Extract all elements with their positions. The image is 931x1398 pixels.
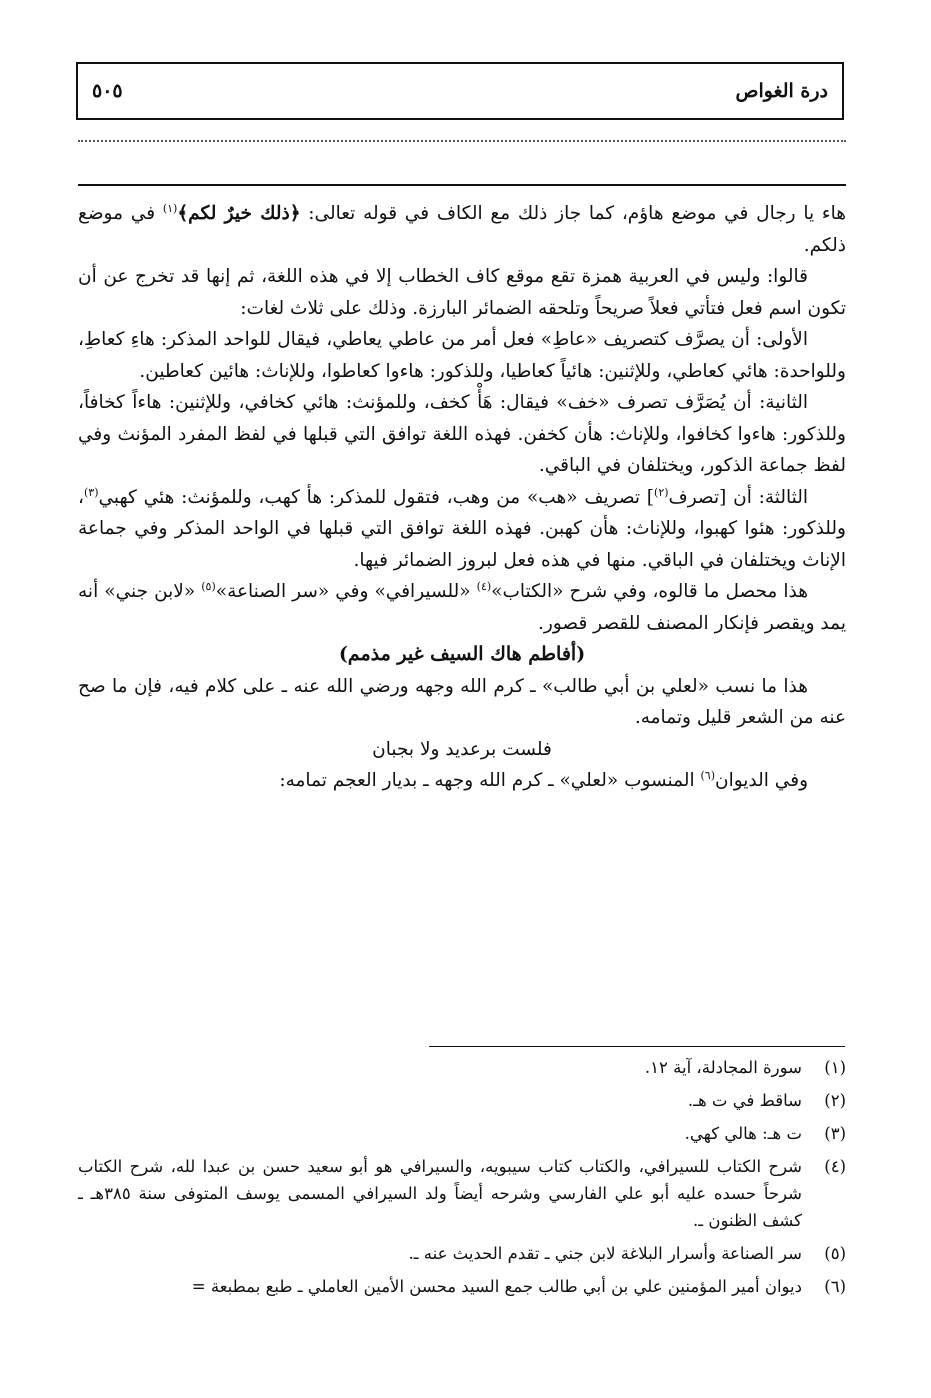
section-heading: (أفاطم هاك السيف غير مذمم) [338, 643, 586, 665]
footnote-ref-3: (٣) [83, 485, 99, 499]
footnote-ref-2: (٢) [654, 485, 669, 499]
paragraph-3: الأولى: أن يصرَّف كتصريف «عاطِ» فعل أمر من عاطي يعاطي، فيقال للواحد المذكر: هاءِ كعاطِ، وللواحدة: هائي كعاطي، وللإثنين: هائياً كعاطيا، وللذكور: هاءوا كعاطوا، وللإناث: هائين كعاطين. [78, 329, 846, 382]
footnote-text: ديوان أمير المؤمنين علي بن أبي طالب جمع السيد محسن الأمين العاملي ـ طبع بمطبعة = [191, 1277, 802, 1296]
footnote-number: (٥) [824, 1244, 846, 1263]
footnotes [78, 1054, 846, 1306]
running-title: درة الغواص [735, 80, 828, 102]
footnote-number: (٢) [824, 1091, 846, 1110]
footnote-number: (٤) [824, 1157, 846, 1176]
footnotes-rule [429, 1046, 845, 1047]
footnote-item [78, 1087, 846, 1114]
footnote-text: ساقط في ت هـ. [687, 1091, 802, 1110]
footnote-text: ت هـ: هالي كهي. [684, 1124, 802, 1143]
paragraph-7: هذا ما نسب «لعلي بن أبي طالب» ـ كرم الله وجهه ورضي الله عنه ـ على كلام فيه، فإن ما صح عنه من الشعر قليل وتمامه. [78, 675, 846, 728]
footnote-item [78, 1054, 846, 1081]
footnote-ref-5: (٥) [201, 579, 216, 593]
footnote-number: (٦) [824, 1277, 846, 1296]
footnote-item [78, 1273, 846, 1300]
paragraph-5: الثالثة: أن [تصرف$^{(٢)}$] تصريف «هب» من وهب، فتقول للمذكر: هأ كهب، وللمؤنث: هئي كهبي$^{(٣)}$، وللذكور: هئوا كهبوا، وللإناث: هأن كهبن. فهذه اللغة توافق التي قبلها في الواحد المذكر وفي جماعة الإناث ويختلفان في الباقي. منها في هذه فعل لبروز الضمائر فيها. [78, 485, 846, 571]
main-text [78, 198, 846, 797]
paragraph-4: الثانية: أن يُصَرَّف تصرف «خف» فيقال: هَأْ كخف، وللمؤنث: هائي كخافي، وللإثنين: هاءاً كخافاً، وللذكور: هاءوا كخافوا، وللإناث: هأن كخفن. فهذه اللغة توافق التي قبلها في لفظ المفرد المؤنث وفي لفظ جماعة الذكور، ويختلفان في الباقي. [78, 392, 846, 476]
footnote-number: (٣) [824, 1124, 846, 1143]
paragraph-1: هاء يا رجال في موضع هاؤم، كما جاز ذلك مع الكاف في قوله تعالى: ﴿ذلك خيرٌ لكم﴾$^{(١)}$ في موضع ذلكم. [78, 201, 847, 256]
paragraph-8: وفي الديوان$^{(٦)}$ المنسوب «لعلي» ـ كرم الله وجهه ـ بديار العجم تمامه: [279, 768, 808, 791]
footnote-text: سر الصناعة وأسرار البلاغة لابن جني ـ تقدم الحديث عنه ـ. [408, 1244, 802, 1263]
footnote-text: سورة المجادلة، آية ١٢. [644, 1058, 802, 1077]
page-number: ٥٠٥ [92, 80, 123, 102]
poem-verse: فلست برعديد ولا بجبان [372, 738, 552, 760]
quran-quote: ﴿ذلك خيرٌ لكم﴾ [177, 203, 301, 224]
footnote-text: شرح الكتاب للسيرافي، والكتاب كتاب سيبويه، والسيرافي هو أبو سعيد حسن بن عبدا لله، شرح الكتاب شرحاً حسده عليه أبو علي الفارسي وشرحه أيضاً ولد السيرافي المسمى يوسف المتوفى سنة ٣٨٥هـ ـ كشف الظنون ـ. [78, 1157, 802, 1230]
running-header [76, 62, 844, 120]
paragraph-2: قالوا: وليس في العربية همزة تقع موقع كاف الخطاب إلا في هذه اللغة، ثم إنها قد تخرج عن أن تكون اسم فعل فتأتي فعلاً صريحاً وتلحقه الضمائر البارزة. وذلك على ثلاث لغات: [78, 266, 846, 319]
footnote-ref-6: (٦) [700, 768, 715, 782]
footnote-item [78, 1240, 846, 1267]
footnote-ref-1: (١) [162, 201, 178, 215]
footnote-number: (١) [824, 1058, 846, 1077]
footnote-ref-4: (٤) [476, 579, 492, 593]
footnote-item [78, 1153, 846, 1234]
footnote-item [78, 1120, 846, 1147]
top-rule [78, 184, 846, 186]
paragraph-6: هذا محصل ما قالوه، وفي شرح «الكتاب»$^{(٤)}$ «للسيرافي» وفي «سر الصناعة»$^{(٥)}$ «لابن جني» أنه يمد ويقصر فإنكار المصنف للقصر قصور. [78, 579, 846, 634]
dotted-separator [78, 140, 846, 144]
